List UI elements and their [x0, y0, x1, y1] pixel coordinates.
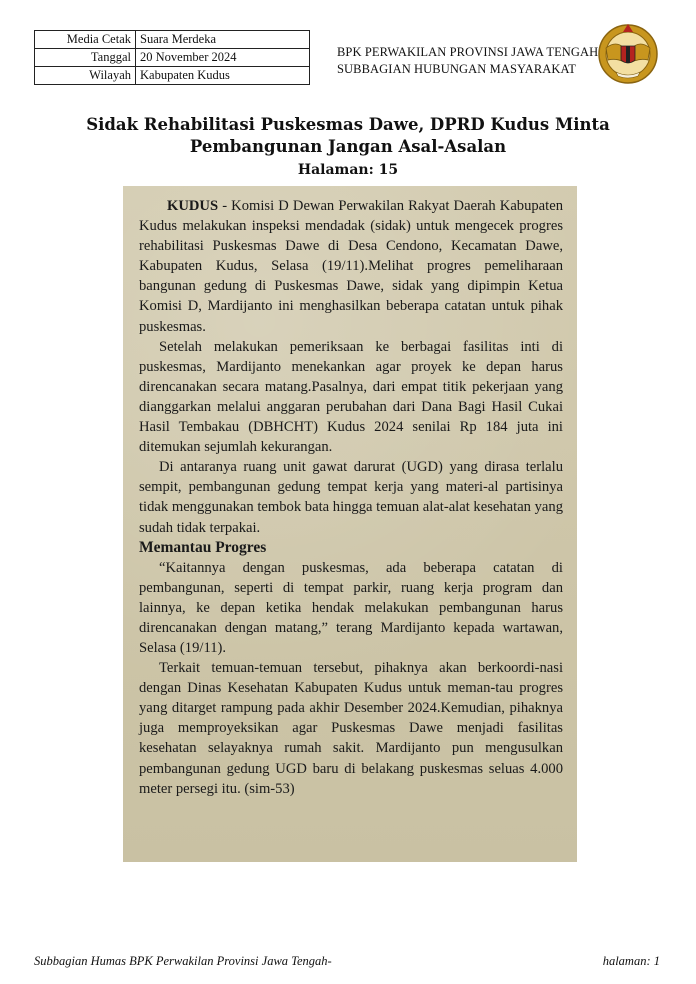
- article-title: Sidak Rehabilitasi Puskesmas Dawe, DPRD Kudus Minta Pembangunan Jangan Asal-Asalan: [86, 115, 610, 156]
- garuda-emblem-icon: [596, 18, 660, 86]
- footer-page-number: halaman: 1: [602, 954, 660, 968]
- paragraph-3: Di antaranya ruang unit gawat darurat (UGD) yang dirasa terlalu sempit, pembangunan gedung tempat kerja yang materi-al partisinya tidak menggunakan tembok bata hingga temuan alat-alat kesehatan yang sudah tidak terpakai.: [139, 459, 563, 536]
- media-info-row: [35, 31, 310, 49]
- region-label: Wilayah: [35, 67, 136, 85]
- paragraph-1-text: - Komisi D Dewan Perwakilan Rakyat Daerah Kabupaten Kudus melakukan inspeksi mendadak (sidak) untuk mengecek progres rehabilitasi Puskesmas Dawe di Desa Cendono, Kecamatan Dawe, Kabupaten Kudus, Selasa (19/11).Melihat progres pemeliharaan bangunan gedung di Puskesmas Dawe, sidak yang dipimpin Ketua Komisi D, Mardijanto ini menghasilkan beberapa catatan untuk pihak puskesmas.: [139, 198, 563, 335]
- media-label: Media Cetak: [35, 31, 136, 49]
- paragraph-4: “Kaitannya dengan puskesmas, ada beberapa catatan di pembangunan, seperti di tempat parkir, ruang kerja program dan lainnya, ke depan ketika hendak melakukan pembangunan harus direncanakan dengan matang,” terang Mardijanto kepada wartawan, Selasa (19/11).: [139, 559, 563, 656]
- footer-source: Subbagian Humas BPK Perwakilan Provinsi Jawa Tengah-: [34, 954, 332, 968]
- subheading: Memantau Progres: [139, 538, 267, 556]
- date-info-row: [35, 49, 310, 67]
- paragraph-5: Terkait temuan-temuan tersebut, pihaknya akan berkoordi-nasi dengan Dinas Kesehatan Kabupaten Kudus untuk meman-tau progres yang ditarget rampung pada akhir Desember 2024.Kemudian, pihaknya juga memproyeksikan agar Puskesmas Dawe menjadi fasilitas kesehatan selayaknya rumah sakit. Mardijanto pun mengusulkan pembangunan gedung UGD baru di belakang puskesmas seluas 4.000 meter persegi itu. (sim-53): [139, 660, 563, 797]
- org-division: SUBBAGIAN HUBUNGAN MASYARAKAT: [337, 62, 577, 76]
- media-info-table: [34, 30, 310, 85]
- page-reference: Halaman: 15: [297, 162, 399, 178]
- date-value: 20 November 2024: [136, 49, 310, 67]
- date-label: Tanggal: [35, 49, 136, 67]
- media-value: Suara Merdeka: [136, 31, 310, 49]
- paragraph-1: [139, 196, 563, 337]
- org-name: BPK PERWAKILAN PROVINSI JAWA TENGAH: [337, 45, 599, 59]
- region-value: Kabupaten Kudus: [136, 67, 310, 85]
- region-info-row: [35, 67, 310, 85]
- paragraph-2: Setelah melakukan pemeriksaan ke berbagai fasilitas inti di puskesmas, Mardijanto menekankan agar proyek ke depan harus direncanakan secara matang.Pasalnya, dari empat titik pekerjaan yang dianggarkan melalui anggaran perubahan dari Dana Bagi Hasil Cukai Hasil Tembakau (DBHCHT) Kudus 2024 senilai Rp 184 juta ini ditemukan sejumlah kekurangan.: [139, 338, 563, 456]
- dateline: KUDUS: [167, 198, 219, 214]
- organization-heading: [337, 44, 598, 78]
- newspaper-clipping: [123, 186, 577, 862]
